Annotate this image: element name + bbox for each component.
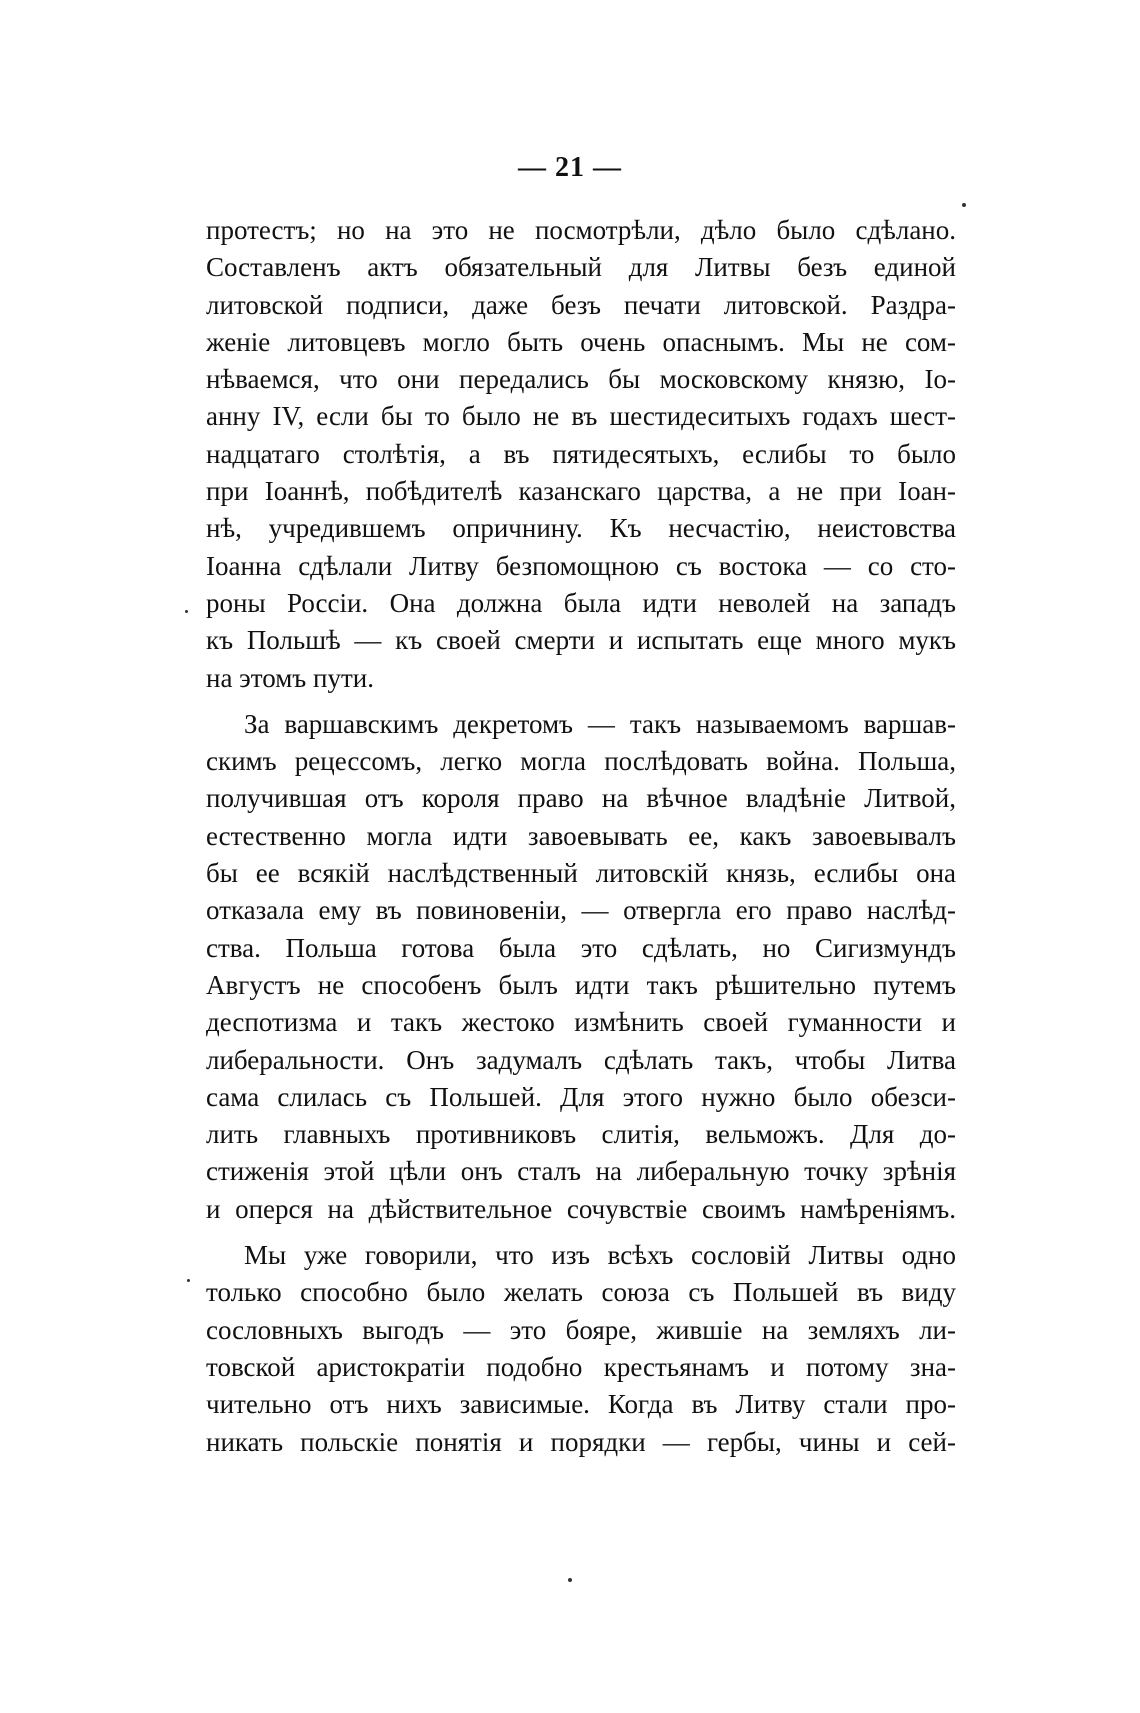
text-line: Іоанна сдѣлали Литву безпомощною съ востока — со сто- xyxy=(206,550,956,581)
text-line: сама слилась съ Польшей. Для этого нужно было обезси- xyxy=(206,1081,956,1112)
text-line: анну IV, если бы то было не въ шестидеситыхъ годахъ шест- xyxy=(206,401,956,432)
text-line: чительно отъ нихъ зависимые. Когда въ Литву стали про- xyxy=(206,1389,956,1420)
text-line: на этомъ пути. xyxy=(206,662,374,693)
text-line: при Іоаннѣ, побѣдителѣ казанскаго царства, а не при Іоан- xyxy=(206,476,956,507)
text-line: и оперся на дѣйствительное сочувствіе своимъ намѣреніямъ. xyxy=(206,1193,956,1224)
text-line: лить главныхъ противниковъ слитія, вельможъ. Для до- xyxy=(206,1119,956,1150)
text-line: товской аристократіи подобно крестьянамъ и потому зна- xyxy=(206,1351,956,1382)
text-line: За варшавскимъ декретомъ — такъ называемомъ варшав- xyxy=(244,708,956,739)
text-line: протестъ; но на это не посмотрѣли, дѣло было сдѣлано. xyxy=(206,215,956,245)
text-line: Августъ не способенъ былъ идти такъ рѣшительно путемъ xyxy=(206,969,956,1000)
text-line: только способно было желать союза съ Польшей въ виду xyxy=(206,1277,956,1308)
text-line: литовской подписи, даже безъ печати литовской. Раздра- xyxy=(206,289,956,320)
text-line: бы ее всякій наслѣдственный литовскій князь, еслибы она xyxy=(206,858,956,889)
text-line: отказала ему въ повиновеніи, — отвергла его право наслѣд- xyxy=(206,895,956,926)
scan-speck xyxy=(187,1279,190,1282)
text-line: скимъ рецессомъ, легко могла послѣдовать война. Польша, xyxy=(206,746,956,777)
paragraph-gap xyxy=(206,697,956,706)
text-line: деспотизма и такъ жестоко измѣнить своей гуманности и xyxy=(206,1007,956,1038)
scan-speck xyxy=(962,203,966,207)
text-line: сословныхъ выгодъ — это бояре, жившіе на земляхъ ли- xyxy=(206,1314,956,1345)
text-line: получившая отъ короля право на вѣчное владѣніе Литвой, xyxy=(206,783,956,814)
text-line: женіе литовцевъ могло быть очень опаснымъ. Мы не сом- xyxy=(206,326,956,357)
text-line: роны Россіи. Она должна была идти неволей на западъ xyxy=(206,587,956,618)
paragraph-1 xyxy=(206,212,956,697)
page-number: — 21 — xyxy=(518,152,622,183)
text-line: нѣ, учредившемъ опричнину. Къ несчастію, неистовства xyxy=(206,513,956,544)
paragraph-2 xyxy=(206,706,956,1228)
text-line: стиженія этой цѣли онъ сталъ на либеральную точку зрѣнія xyxy=(206,1156,956,1187)
text-line: Мы уже говорили, что изъ всѣхъ сословій Литвы одно xyxy=(244,1240,956,1271)
text-line: либеральности. Онъ задумалъ сдѣлать такъ, чтобы Литва xyxy=(206,1044,956,1075)
paragraph-gap xyxy=(206,1228,956,1237)
text-line: Составленъ актъ обязательный для Литвы безъ единой xyxy=(206,252,956,283)
text-line: никать польскіе понятія и порядки — гербы, чины и сей- xyxy=(206,1426,956,1457)
scan-speck xyxy=(568,1578,572,1582)
text-line: къ Польшѣ — къ своей смерти и испытать еще много мукъ xyxy=(206,625,956,656)
body-text xyxy=(206,212,956,1461)
scan-speck xyxy=(185,610,188,613)
text-line: надцатаго столѣтія, а въ пятидесятыхъ, еслибы то было xyxy=(206,438,956,469)
text-line: ства. Польша готова была это сдѣлать, но Сигизмундъ xyxy=(206,932,956,963)
text-line: нѣваемся, что они передались бы московскому князю, Іо- xyxy=(206,364,956,395)
text-line: естественно могла идти завоевывать ее, какъ завоевывалъ xyxy=(206,820,956,851)
paragraph-3 xyxy=(206,1237,956,1461)
